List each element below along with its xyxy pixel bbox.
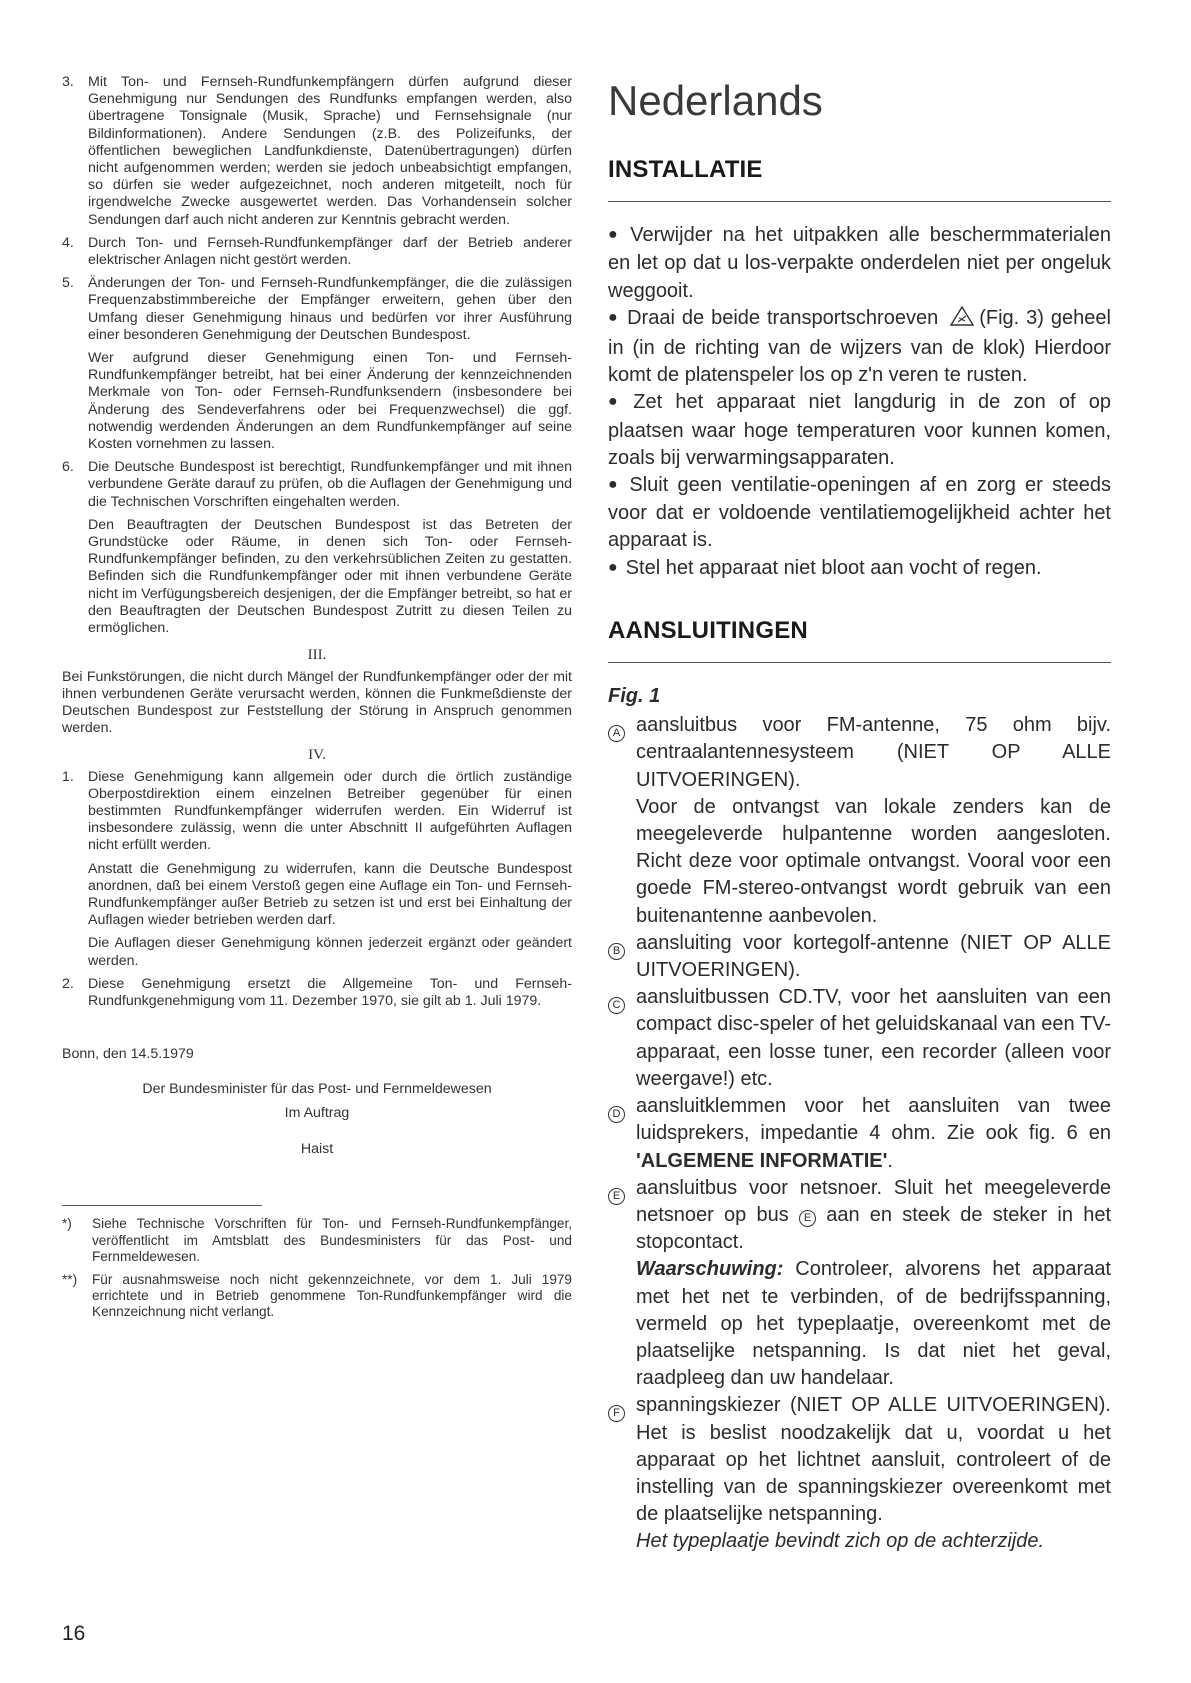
list-item [62,976,572,1010]
bullet-item [608,472,1111,555]
connection-text: aansluitbus voor FM-antenne, 75 ohm bijv. centraalantennesysteem (NIET OP ALLE UITVOERINGEN). [636,714,1111,791]
connection-text: spanningskiezer (NIET OP ALLE UITVOERINGEN). Het is beslist noodzakelijk dat u, voordat u het apparaat op het lichtnet aansluit, controleert of de instelling van de spanningskiezer overeenkomt met de plaatselijke netspanning. [636,1394,1111,1526]
connection-item-f [608,1392,1111,1555]
item-number: 3. [62,74,74,90]
connection-text: aan en steek de steker in het stopcontact. [636,1203,1111,1254]
item-text: Änderungen der Ton- und Fernseh-Rundfunkempfänger, die die zulässigen Frequenzabstimmbereiche der Empfänger erweitern, gehen über den Umfang dieser Genehmigung hinaus und bedürfen vor ihrer Ausführung einer besonderen Genehmigung der Deutschen Bundespost. [88,275,572,343]
list-item [62,517,572,637]
connection-item-b [608,930,1111,984]
list-item [62,350,572,453]
footnote-divider [62,1205,262,1206]
connection-text: Voor de ontvangst van lokale zenders kan de meegeleverde hulpantenne worden aangesloten. Richt deze voor optimale ontvangst. Vooral voor een goede FM-stereo-ontvangst wordt gebruik van een buitenantenne aanbevolen. [636,795,1111,927]
circled-letter-b-icon: B [608,943,625,960]
bullet-text: (Fig. 3) geheel in (in de richting van de wijzers van de klok) Hierdoor komt de platenspeler los op z'n veren te rusten. [608,306,1111,387]
footnote-mark: *) [62,1216,72,1232]
circled-letter-a-icon: A [608,725,625,742]
cross-reference: 'ALGEMENE INFORMATIE' [636,1149,888,1172]
bullet-text: Sluit geen ventilatie-openingen af en zorg er steeds voor dat er voldoende ventilatiemogelijkheid achter het apparaat is. [608,474,1112,552]
bullet-icon: ● [608,308,620,326]
item-text: Die Auflagen dieser Genehmigung können jederzeit ergänzt oder geändert werden. [88,935,572,969]
signature-name: Haist [300,1141,334,1158]
connection-text: aansluitbussen CD.TV, voor het aansluiten van een compact disc-speler of het geluidskanaal van een TV-apparaat, een losse tuner, een recorder (alleen voor weergave!) etc. [636,986,1111,1090]
figure-label: Fig. 1 [608,685,661,708]
circled-letter-d-icon: D [608,1106,625,1123]
circled-letter-c-icon: C [608,997,625,1014]
section-title-aansluitingen: AANSLUITINGEN [608,617,1111,663]
list-item [62,275,572,344]
signature-block [62,1077,572,1161]
language-title: Nederlands [608,77,823,124]
footnote-text: Siehe Technische Vorschriften für Ton- und Fernseh-Rundfunkempfänger, veröffentlicht im Amtsblatt des Bundesministers für das Post- und Fernmeldewesen. [92,1216,572,1265]
bullet-icon: ● [608,393,626,411]
item-text: Den Beauftragten der Deutschen Bundespost ist das Betreten der Grundstücke oder Räume, in denen sich Ton- oder Fernseh-Rundfunkempfänger befinden, zu den verkehrsüblichen Zeiten zu gestatten. Befinden sich die Rundfunkempfänger oder mit ihnen verbundene Geräte nicht im Verfügungsbereich desjenigen, der die Empfänger betreibt, so hat er den Beauftragten der Deutschen Bundespost Zutritt zu diesen Teilen zu ermöglichen. [88,516,572,637]
bullet-item [608,305,1111,390]
item-text: Durch Ton- und Fernseh-Rundfunkempfänger darf der Betrieb anderer elektrischer Anlagen nicht gestört werden. [88,234,572,269]
item-number [62,861,88,930]
bullet-item [608,555,1111,583]
item-number [62,935,88,969]
item-text: Diese Genehmigung kann allgemein oder durch die örtlich zuständige Oberpostdirektion einem einzelnen Betreiber gegenüber für einen bestimmten Rundfunkempfänger widerrufen werden. Ein Widerruf ist insbesondere zulässig, wenn die unter Abschnitt II aufgeführten Auflagen nicht erfüllt werden. [88,768,572,854]
list-item [62,235,572,269]
footnote-mark: **) [62,1271,78,1287]
bullet-item [608,389,1111,472]
list-item [62,74,572,229]
place-date: Bonn, den 14.5.1979 [62,1046,194,1063]
item-number [62,517,88,637]
paragraph-funkstoerungen: Bei Funkstörungen, die nicht durch Mängel der Rundfunkempfänger oder der mit ihnen verbundenen Geräte verursacht werden, können die Funkmeßdienste der Deutschen Bundespost zur Feststellung der Störung in Anspruch genommen werden. [62,668,572,737]
dutch-column [608,76,1111,1556]
item-text: Mit Ton- und Fernseh-Rundfunkempfängern dürfen aufgrund dieser Genehmigung nur Sendungen des Rundfunks empfangen werden, also übertragene Tonsignale (Musik, Sprache) und Fernsehsignale (nur Bildinformationen). Andere Sendungen (z.B. des Polizeifunks, der öffentlichen beweglichen Landfunkdienste, Datenübertragungen) dürfen nicht aufgenommen werden; werden sie jedoch unbeabsichtigt empfangen, so dürfen sie weder aufgezeichnet, noch anderen mitgeteilt, noch für irgendwelche Zwecke ausgewertet werden. Das Vorhandensein solcher Sendungen darf auch nicht anderen zur Kenntnis gebracht werden. [88,74,572,228]
connection-text: aansluiting voor kortegolf-antenne (NIET OP ALLE UITVOERINGEN). [636,931,1111,982]
type-plate-note: Het typeplaatje bevindt zich op de achterzijde. [636,1530,1045,1553]
list-item [62,935,572,969]
list-item [62,459,572,511]
section-title-installatie: INSTALLATIE [608,156,1111,202]
connection-text: aansluitbus voor netsnoer. Sluit het meegeleverde netsnoer op bus [636,1176,1111,1226]
footnote [62,1272,572,1321]
warning-text: Controleer, alvorens het apparaat met het net te verbinden, of de bedrijfsspanning, vermeld op het typeplaatje, overeenkomt met de plaatselijke netspanning. Is dat niet het geval, raadpleeg dan uw handelaar. [636,1258,1111,1390]
signature-ministry: Der Bundesminister für das Post- und Fernmeldewesen [142,1081,492,1098]
bullet-text: Verwijder na het uitpakken alle beschermmaterialen en let op dat u los-verpakte onderdelen niet per ongeluk weggooit. [608,224,1111,302]
item-number: 2. [62,975,74,992]
bullet-text: Stel het apparaat niet bloot aan vocht of regen. [625,556,1042,579]
bullet-icon: ● [608,226,623,244]
item-text: Diese Genehmigung ersetzt die Allgemeine Ton- und Fernseh-Rundfunkgenehmigung vom 11. Dezember 1970, sie gilt ab 1. Juli 1979. [88,975,572,1009]
item-number: 1. [62,768,74,785]
item-text: Die Deutsche Bundespost ist berechtigt, Rundfunkempfänger und mit ihnen verbundene Geräte darauf zu prüfen, ob die Auflagen der Genehmigung und die Technischen Vorschriften eingehalten werden. [88,459,572,510]
circled-letter-f-icon: F [608,1405,625,1422]
circled-letter-e-icon: E [608,1188,625,1205]
bullet-text: Zet het apparaat niet langdurig in de zon of op plaatsen waar hoge temperaturen voor kunnen komen, zoals bij verwarmingsapparaten. [608,391,1111,469]
bullet-item [608,222,1111,305]
bullet-icon: ● [608,558,618,576]
item-number: 4. [62,234,74,251]
connection-item-d [608,1093,1111,1175]
connection-text: aansluitklemmen voor het aansluiten van twee luidsprekers, impedantie 4 ohm. Zie ook fig. 6 en [636,1095,1111,1145]
list-item [62,861,572,930]
footnote-text: Für ausnahmsweise noch nicht gekennzeichnete, vor dem 1. Juli 1979 errichtete und in Betrieb genommene Ton-Rundfunkempfänger wird die Kennzeichnung nicht verlangt. [92,1271,572,1320]
item-text: Anstatt die Genehmigung zu widerrufen, kann die Deutsche Bundespost anordnen, daß bei einem Verstoß gegen eine Auflage ein Ton- und Fernseh-Rundfunkempfänger außer Betrieb zu setzen ist und erst bei Einhaltung der Auflagen wieder betrieben werden darf. [88,860,572,929]
warning-triangle-icon [949,305,975,335]
german-column [62,74,572,1327]
connection-item-e [608,1175,1111,1393]
page-number: 16 [62,1622,86,1645]
warning-label: Waarschuwing: [636,1258,784,1281]
circled-letter-e-icon: E [799,1210,816,1227]
bullet-icon: ● [608,476,622,494]
footnote [62,1216,572,1265]
signature-on-behalf: Im Auftrag [284,1105,350,1122]
item-text: Wer aufgrund dieser Genehmigung einen Ton- und Fernseh-Rundfunkempfänger betreibt, hat bei einer Änderung der kennzeichnenden Merkmale von Ton- oder Fernseh-Rundfunksendern (insbesondere bei Änderung des Sendeverfahrens oder bei Frequenzwechsel) die ggf. notwendig werdenden Änderungen an dem Rundfunkempfänger auf seine Kosten vornehmen zu lassen. [88,350,572,453]
item-number [62,350,88,453]
connection-item-a [608,712,1111,930]
section-numeral-iii: III. [307,647,327,664]
item-number: 6. [62,459,74,476]
section-numeral-iv: IV. [308,747,326,764]
connection-item-c [608,984,1111,1093]
bullet-text: Draai de beide transportschroeven [627,306,939,329]
item-number: 5. [62,275,74,292]
connection-text-end: . [887,1149,893,1172]
list-item [62,769,572,855]
